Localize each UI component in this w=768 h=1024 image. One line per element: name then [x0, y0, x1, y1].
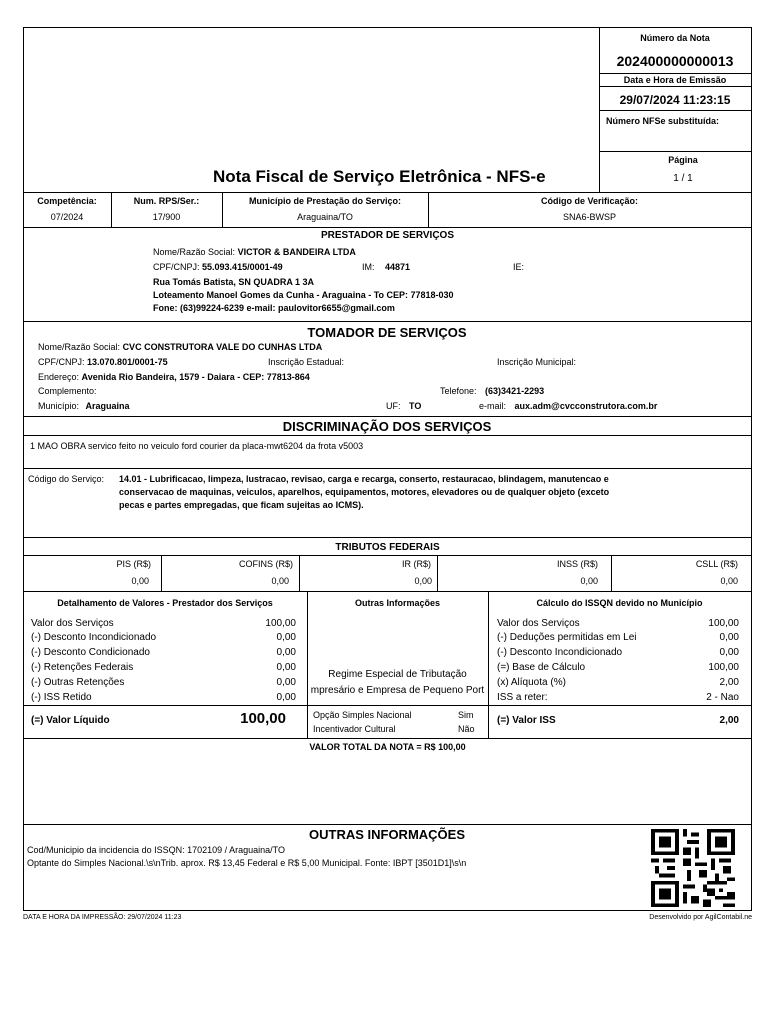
pis-value: 0,00	[131, 576, 149, 586]
divider	[23, 555, 752, 556]
codigo-servico-linha1: 14.01 - Lubrificacao, limpeza, lustracao, revisao, carga e recarga, conserto, restauracao, blindagem, manutencao e	[119, 474, 609, 484]
verificacao-label: Código de Verificação:	[540, 196, 639, 206]
substituida-label: Número NFSe substituída:	[606, 116, 720, 126]
prestador-cpf	[153, 262, 283, 273]
valor-iss-label: (=) Valor ISS	[497, 715, 556, 726]
tomador-nome-label: Nome/Razão Social:	[38, 342, 121, 352]
divider	[307, 591, 308, 738]
municipio-prestacao-value: Araguaina/TO	[297, 212, 353, 222]
competencia-label: Competência:	[37, 196, 97, 206]
divider	[23, 468, 752, 469]
pagina-value: 1 / 1	[673, 173, 693, 184]
issqn-row-value: 2 - Nao	[706, 692, 739, 703]
prestador-cpf-value: 55.093.415/0001-49	[202, 262, 283, 272]
valores-row-label: (-) Retenções Federais	[31, 662, 134, 673]
simples-label: Opção Simples Nacional	[313, 710, 412, 720]
emissao-value: 29/07/2024 11:23:15	[619, 93, 731, 107]
divider	[23, 738, 752, 739]
desenvolvido-por: Desenvolvido por AgilContabil.ne	[649, 914, 752, 921]
prestador-nome-value: VICTOR & BANDEIRA LTDA	[237, 247, 356, 257]
tomador-email	[479, 401, 657, 412]
valores-row-value: 0,00	[276, 647, 296, 658]
valores-row-label: (-) ISS Retido	[31, 692, 92, 703]
valores-title: Detalhamento de Valores - Prestador dos Serviços	[57, 598, 273, 608]
tomador-endereco-label: Endereço:	[38, 372, 80, 382]
tomador-ie-label: Inscrição Estadual:	[268, 357, 345, 367]
tomador-uf-value: TO	[409, 401, 422, 411]
codigo-servico-linha3: pecas e partes empregadas, que ficam sujeitas ao ICMS).	[119, 500, 364, 510]
divider	[23, 824, 752, 825]
issqn-row-value: 2,00	[719, 677, 739, 688]
tomador-cpf-label: CPF/CNPJ:	[38, 357, 85, 367]
divider	[23, 321, 752, 322]
regime-label: Regime Especial de Tributação	[328, 669, 467, 680]
divider	[488, 591, 489, 738]
tomador-im-label: Inscrição Municipal:	[497, 357, 577, 367]
tomador-email-label: e-mail:	[479, 401, 507, 411]
valores-row-value: 100,00	[265, 618, 296, 629]
prestador-ie-label: IE:	[513, 262, 525, 272]
tomador-complemento-label: Complemento:	[38, 386, 97, 396]
issqn-row-value: 0,00	[719, 632, 739, 643]
data-impressao: DATA E HORA DA IMPRESSÃO: 29/07/2024 11:23	[23, 914, 182, 921]
incentivador-value: Não	[458, 724, 475, 734]
prestador-title: PRESTADOR DE SERVIÇOS	[321, 230, 454, 241]
prestador-im	[362, 262, 410, 273]
prestador-endereco1: Rua Tomás Batista, SN QUADRA 1 3A	[153, 277, 315, 287]
valor-liquido-value: 100,00	[240, 710, 286, 727]
divider	[23, 227, 752, 228]
numero-nota-label: Número da Nota	[640, 33, 710, 43]
tomador-telefone	[440, 386, 544, 397]
issqn-row-value: 0,00	[719, 647, 739, 658]
issqn-title: Cálculo do ISSQN devido no Município	[536, 598, 703, 608]
tributos-title: TRIBUTOS FEDERAIS	[335, 542, 440, 553]
regime-value-text: mpresário e Empresa de Pequeno Port	[310, 685, 485, 696]
divider	[23, 705, 752, 706]
tomador-nome	[38, 342, 322, 353]
tomador-endereco	[38, 372, 310, 383]
tomador-endereco-value: Avenida Rio Bandeira, 1579 - Daiara - CEP: 77813-864	[81, 372, 310, 382]
incentivador-label: Incentivador Cultural	[313, 724, 396, 734]
valores-row-value: 0,00	[276, 632, 296, 643]
pagina-label: Página	[668, 155, 698, 165]
divider	[23, 192, 752, 193]
tomador-uf	[386, 401, 421, 412]
tomador-municipio-label: Município:	[38, 401, 80, 411]
verificacao-value: SNA6-BWSP	[562, 212, 616, 222]
cofins-label: COFINS (R$)	[239, 559, 293, 569]
tomador-municipio	[38, 401, 130, 412]
issqn-row-label: ISS a reter:	[497, 692, 548, 703]
municipio-prestacao-label: Município de Prestação do Serviço:	[248, 196, 402, 206]
prestador-nome	[153, 247, 356, 258]
tomador-title: TOMADOR DE SERVIÇOS	[307, 325, 467, 340]
tomador-cpf-value: 13.070.801/0001-75	[87, 357, 168, 367]
qr-code-icon	[651, 829, 735, 907]
tomador-telefone-label: Telefone:	[440, 386, 477, 396]
competencia-value: 07/2024	[50, 212, 84, 222]
prestador-nome-label: Nome/Razão Social:	[153, 247, 236, 257]
tomador-uf-label: UF:	[386, 401, 401, 411]
valores-row-label: (-) Desconto Incondicionado	[31, 632, 157, 643]
discriminacao-title: DISCRIMINAÇÃO DOS SERVIÇOS	[282, 419, 492, 434]
ir-value: 0,00	[414, 576, 432, 586]
valores-row-value: 0,00	[276, 662, 296, 673]
csll-value: 0,00	[720, 576, 738, 586]
valores-row-label: (-) Outras Retenções	[31, 677, 125, 688]
issqn-row-label: (-) Desconto Incondicionado	[497, 647, 623, 658]
tomador-email-value: aux.adm@cvcconstrutora.com.br	[514, 401, 658, 411]
issqn-row-label: (=) Base de Cálculo	[497, 662, 586, 673]
issqn-row-value: 100,00	[708, 662, 739, 673]
emissao-label: Data e Hora de Emissão	[623, 75, 727, 85]
divider	[599, 110, 751, 111]
outras-informacoes-linha2: Optante do Simples Nacional.\s\nTrib. aprox. R$ 13,45 Federal e R$ 5,00 Municipal. Fonte: IBPT [3501D1]\s\n	[27, 858, 467, 868]
rps-value: 17/900	[152, 212, 181, 222]
valor-liquido-label: (=) Valor Líquido	[31, 715, 110, 726]
valores-row-value: 0,00	[276, 692, 296, 703]
prestador-cpf-label: CPF/CNPJ:	[153, 262, 200, 272]
rps-label: Num. RPS/Ser.:	[133, 196, 200, 206]
issqn-row-label: (x) Alíquota (%)	[497, 677, 566, 688]
divider	[23, 537, 752, 538]
cofins-value: 0,00	[271, 576, 289, 586]
issqn-row-label: Valor dos Serviços	[497, 618, 580, 629]
codigo-servico-linha2: conservacao de maquinas, veiculos, aparelhos, equipamentos, motores, elevadores ou de qualquer objeto (exceto	[119, 487, 610, 497]
inss-label: INSS (R$)	[556, 559, 598, 569]
csll-label: CSLL (R$)	[695, 559, 738, 569]
tomador-nome-value: CVC CONSTRUTORA VALE DO CUNHAS LTDA	[122, 342, 323, 352]
divider	[599, 73, 751, 74]
valores-row-label: (-) Desconto Condicionado	[31, 647, 150, 658]
outras-mid-title: Outras Informações	[354, 598, 441, 608]
valor-iss-value: 2,00	[719, 715, 739, 726]
valores-row-label: Valor dos Serviços	[31, 618, 114, 629]
divider	[599, 86, 751, 87]
tomador-telefone-value: (63)3421-2293	[485, 386, 545, 396]
divider	[23, 591, 752, 592]
ir-label: IR (R$)	[402, 559, 431, 569]
tomador-municipio-value: Araguaina	[85, 401, 130, 411]
prestador-endereco2: Loteamento Manoel Gomes da Cunha - Araguaina - To CEP: 77818-030	[153, 290, 454, 300]
numero-nota-value: 202400000000013	[616, 53, 734, 69]
divider	[23, 416, 752, 417]
valor-total: VALOR TOTAL DA NOTA = R$ 100,00	[309, 742, 466, 752]
prestador-im-value: 44871	[385, 262, 411, 272]
issqn-row-value: 100,00	[708, 618, 739, 629]
discriminacao-texto: 1 MAO OBRA servico feito no veiculo ford courier da placa-mwt6204 da frota v5003	[30, 441, 364, 451]
issqn-row-label: (-) Deduções permitidas em Lei	[497, 632, 637, 643]
tomador-cpf	[38, 357, 168, 368]
valores-row-value: 0,00	[276, 677, 296, 688]
outras-informacoes-title: OUTRAS INFORMAÇÕES	[309, 827, 465, 842]
divider	[23, 435, 752, 436]
page-title: Nota Fiscal de Serviço Eletrônica - NFS-e	[213, 167, 546, 186]
prestador-contato: Fone: (63)99224-6239 e-mail: paulovitor6655@gmail.com	[153, 303, 395, 313]
regime-value	[308, 685, 487, 697]
simples-value: Sim	[458, 710, 474, 720]
outras-informacoes-linha1: Cod/Municipio da incidencia do ISSQN: 1702109 / Araguaina/TO	[27, 845, 285, 855]
codigo-servico-label: Código do Serviço:	[28, 474, 105, 484]
inss-value: 0,00	[580, 576, 598, 586]
prestador-im-label: IM:	[362, 262, 375, 272]
divider	[599, 151, 751, 152]
pis-label: PIS (R$)	[116, 559, 151, 569]
